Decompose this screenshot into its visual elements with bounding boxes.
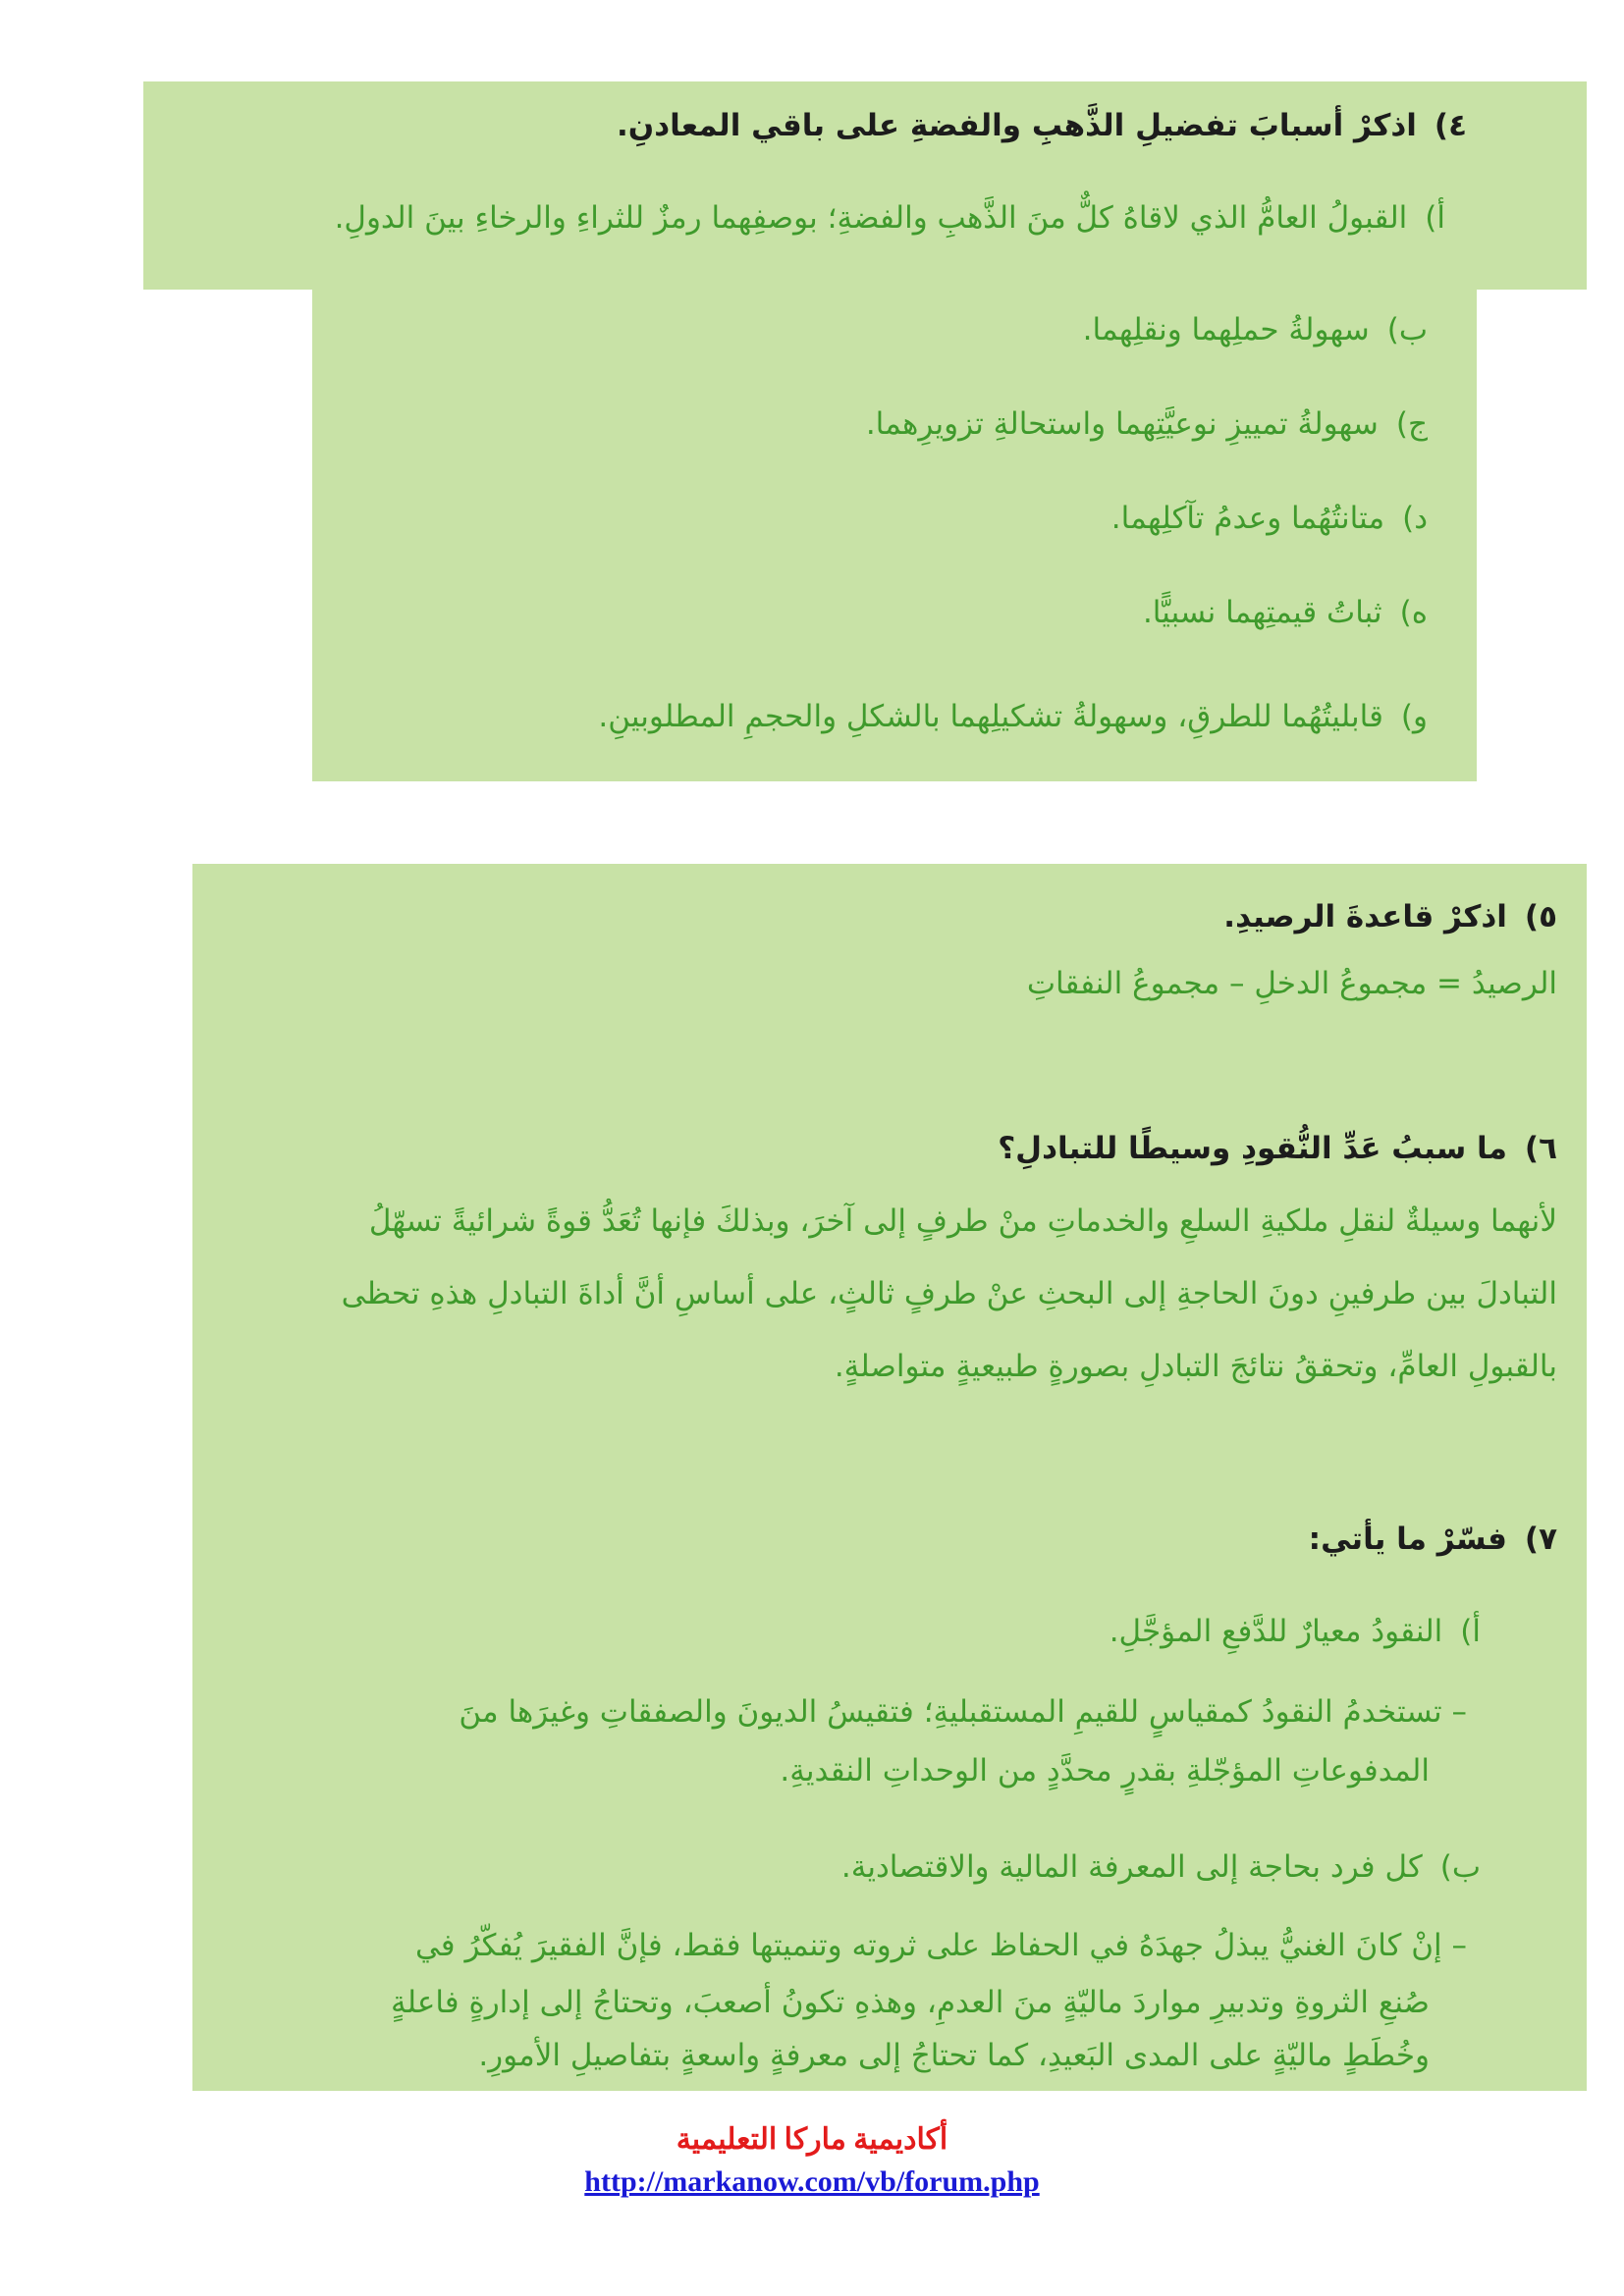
q6-answer-line-2: التبادلَ بين طرفينِ دونَ الحاجةِ إلى البحثِ عنْ طرفٍ ثالثٍ، على أساسِ أنَّ أداةَ التبادلِ هذهِ تحظى	[341, 1276, 1557, 1311]
q6-answer-line-1: لأنهما وسيلةٌ لنقلِ ملكيةِ السلعِ والخدماتِ منْ طرفٍ إلى آخرَ، وبذلكَ فإنها تُعَدُّ قوةً شرائيةً تسهّلُ	[368, 1203, 1557, 1239]
q4-answer-d: د)متانتُهُما وعدمُ تآكلِهما.	[1110, 501, 1428, 536]
q7-item-b-detail-1: – إنْ كانَ الغنيُّ يبذلُ جهدَهُ في الحفاظ على ثروته وتنميتها فقط، فإنَّ الفقيرَ يُفكّرُ في	[414, 1928, 1467, 1963]
q7-question-text: فسّرْ ما يأتي:	[1308, 1522, 1507, 1557]
q4-answer-b: ب)سهولةُ حملِهما ونقلِهما.	[1082, 312, 1428, 347]
q7-item-a-detail-1: – تستخدمُ النقودُ كمقياسٍ للقيمِ المستقبليةِ؛ فتقيسُ الديونَ والصفقاتِ وغيرَها منَ	[459, 1694, 1467, 1730]
footer-title: أكاديمية ماركا التعليمية	[676, 2123, 948, 2156]
q7-question	[1309, 1518, 1557, 1561]
footer-link[interactable]: http://markanow.com/vb/forum.php	[584, 2165, 1040, 2198]
q7-item-a: أ)النقودُ معيارٌ للدَّفعِ المؤجَّلِ.	[1109, 1614, 1481, 1649]
q4-question	[617, 104, 1467, 147]
q4-answer-c: ج)سهولةُ تمييزِ نوعيَّتِهما واستحالةِ تزويرِهما.	[865, 406, 1428, 442]
q4-number: ٤)	[1434, 108, 1467, 143]
q6-number: ٦)	[1524, 1131, 1557, 1166]
q6-question-text: ما سببُ عَدِّ النُّقودِ وسيطًا للتبادلِ؟	[998, 1131, 1507, 1166]
q7-item-b-detail-2: صُنعِ الثروةِ وتدبيرِ مواردَ ماليّةٍ منَ العدمِ، وهذهِ تكونُ أصعبَ، وتحتاجُ إلى إدارةٍ فاعلةٍ	[390, 1985, 1430, 2020]
q4-answer-e: ه)ثباتُ قيمتِهما نسبيًّا.	[1142, 595, 1428, 630]
q5-question-text: اذكرْ قاعدةَ الرصيدِ.	[1223, 899, 1507, 934]
q6-answer-line-3: بالقبولِ العامِّ، وتحققُ نتائجَ التبادلِ بصورةٍ طبيعيةٍ متواصلةٍ.	[834, 1349, 1557, 1384]
q4-answer-f: و)قابليتُهُما للطرقِ، وسهولةُ تشكيلِهما بالشكلِ والحجمِ المطلوبينِ.	[598, 699, 1428, 734]
q4-question-text: اذكرْ أسبابَ تفضيلِ الذَّهبِ والفضةِ على باقي المعادنِ.	[616, 108, 1417, 143]
q7-item-a-detail-2: المدفوعاتِ المؤجّلةِ بقدرٍ محدَّدٍ من الوحداتِ النقديةِ.	[780, 1753, 1430, 1789]
q7-number: ٧)	[1524, 1522, 1557, 1557]
q6-question	[998, 1127, 1557, 1170]
q4-answer-a: أ)القبولُ العامُّ الذي لاقاهُ كلٌّ منَ الذَّهبِ والفضةِ؛ بوصفِهما رمزٌ للثراءِ والرخاءِ بينَ الدولِ.	[334, 200, 1445, 236]
q5-answer: الرصيدُ = مجموعُ الدخلِ – مجموعُ النفقاتِ	[1026, 966, 1557, 1001]
main-panel	[192, 864, 1587, 2091]
q5-question	[1223, 895, 1557, 938]
q7-item-b-detail-3: وخُطَطٍ ماليّةٍ على المدى البَعيدِ، كما تحتاجُ إلى معرفةٍ واسعةٍ بتفاصيلِ الأمورِ.	[478, 2038, 1430, 2073]
q7-item-b: ب)كل فرد بحاجة إلى المعرفة المالية والاقتصادية.	[840, 1849, 1481, 1885]
q5-number: ٥)	[1524, 899, 1557, 934]
